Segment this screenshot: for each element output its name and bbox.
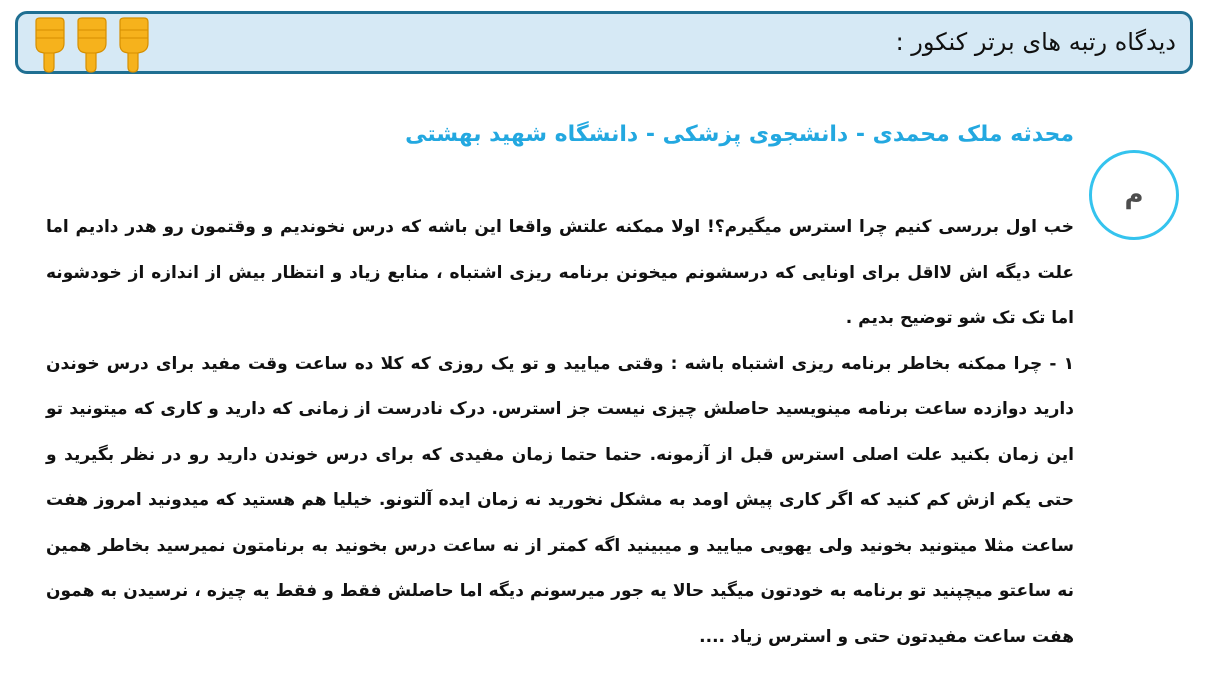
point-one-paragraph: ۱ - چرا ممکنه بخاطر برنامه ریزی اشتباه باشه : وقتی میایید و تو یک روزی که کلا ده ساعت وقت مفید برای درس خوندن دارید دوازده ساعت برنامه مینویسید حاصلش چیزی نیست جز استرس. درک نادرست از زمانی که دارید و کاری که میتونید تو این زمان بکنید علت اصلی استرس قبل از آزمونه. حتما حتما زمان مفیدی که برای درس خوندن دارید رو در نظر بگیرید و حتی یکم ازش کم کنید که اگر کاری پیش اومد به مشکل نخورید نه زمان ایده آلتونو. خیلیا هم هستید که میدونید امروز هفت ساعت مثلا میتونید بخونید ولی یهویی میایید و میبینید اگه کمتر از نه ساعت درس بخونید به برنامتون نمیرسید بخاطر همین نه ساعتو میچپنید تو برنامه به خودتون میگید حالا یه جور میرسونم دیگه اما حاصلش فقط و فقط یه چیزه ، نرسیدن به همون هفت ساعت مفیدتون حتی و استرس زیاد .... — [46, 353, 1074, 647]
section-badge — [1089, 150, 1179, 240]
pointing-down-hand-icon — [114, 17, 152, 73]
hand-icons-group — [30, 17, 152, 73]
pointing-down-hand-icon — [72, 17, 110, 73]
header-title: دیدگاه رتبه های برتر کنکور : — [895, 28, 1176, 56]
article-body — [46, 205, 1074, 660]
pointing-down-hand-icon — [30, 17, 68, 73]
header-box — [15, 11, 1193, 74]
section-badge-label: م — [1124, 180, 1144, 210]
intro-paragraph: خب اول بررسی کنیم چرا استرس میگیرم؟! اولا ممکنه علتش واقعا این باشه که درس نخوندیم و وقتمون رو هدر دادیم اما علت دیگه اش لااقل برای اونایی که درسشونم میخونن برنامه ریزی اشتباه ، منابع زیاد و انتظار بیش از اندازه از خودشونه اما تک تک شو توضیح بدیم . — [46, 217, 1074, 328]
author-line: محدثه ملک محمدی - دانشجوی پزشکی - دانشگاه شهید بهشتی — [405, 122, 1074, 147]
